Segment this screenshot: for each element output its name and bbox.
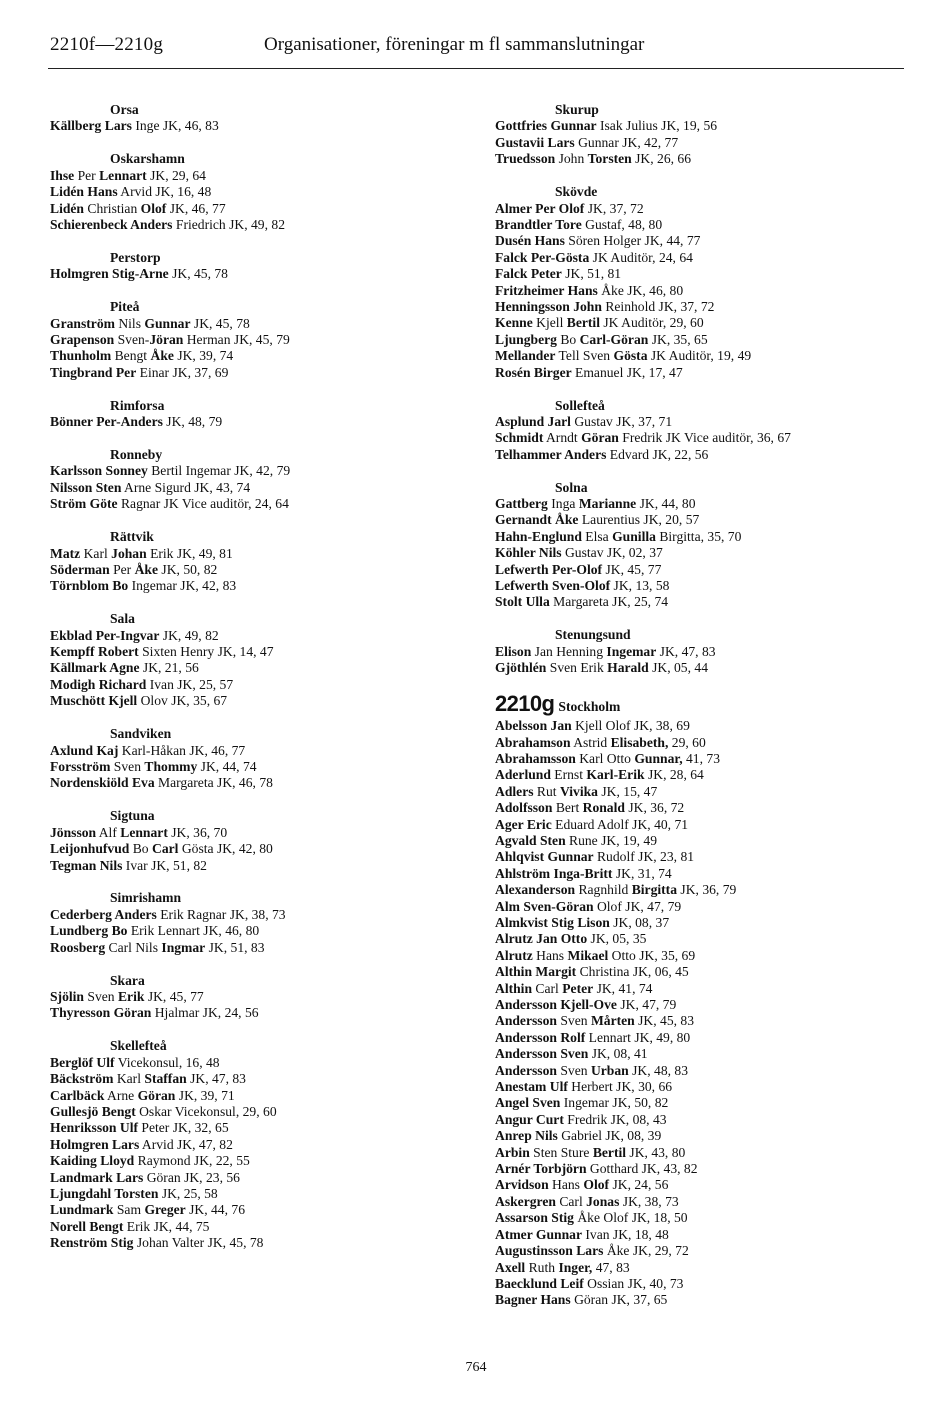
member-entry: Andersson Sven Urban JK, 48, 83 — [495, 1062, 689, 1078]
member-entry: Lefwerth Sven-Olof JK, 13, 58 — [495, 578, 670, 594]
member-entry: Agvald Sten Rune JK, 19, 49 — [495, 832, 658, 848]
member-entry: Muschött Kjell Olov JK, 35, 67 — [50, 693, 228, 709]
member-entry: Berglöf Ulf Vicekonsul, 16, 48 — [50, 1054, 220, 1070]
member-entry: Thyresson Göran Hjalmar JK, 24, 56 — [50, 1005, 259, 1021]
member-entry: Adolfsson Bert Ronald JK, 36, 72 — [495, 800, 685, 816]
member-entry: Nordenskiöld Eva Margareta JK, 46, 78 — [50, 775, 273, 791]
member-entry: Schierenbeck Anders Friedrich JK, 49, 82 — [50, 216, 285, 232]
member-entry: Fritzheimer Hans Åke JK, 46, 80 — [495, 282, 684, 298]
place-heading: Rättvik — [110, 529, 154, 545]
member-entry: Alexanderson Ragnhild Birgitta JK, 36, 79 — [495, 882, 737, 898]
member-entry: Norell Bengt Erik JK, 44, 75 — [50, 1218, 210, 1234]
section-city: Stockholm — [558, 699, 621, 715]
place-group — [50, 102, 460, 135]
member-entry: Sjölin Sven Erik JK, 45, 77 — [50, 988, 204, 1004]
place-group — [50, 1038, 460, 1251]
place-heading: Sala — [110, 611, 135, 627]
member-entry: Ljungdahl Torsten JK, 25, 58 — [50, 1185, 218, 1201]
place-heading: Sandviken — [110, 726, 172, 742]
member-entry: Schmidt Arndt Göran Fredrik JK Vice auditör, 36, 67 — [495, 430, 791, 446]
member-entry: Ager Eric Eduard Adolf JK, 40, 71 — [495, 816, 689, 832]
member-entry: Alrutz Hans Mikael Otto JK, 35, 69 — [495, 947, 696, 963]
member-entry: Karlsson Sonney Bertil Ingemar JK, 42, 79 — [50, 463, 291, 479]
place-group — [50, 447, 460, 513]
member-entry: Arvidson Hans Olof JK, 24, 56 — [495, 1177, 669, 1193]
member-entry: Abelsson Jan Kjell Olof JK, 38, 69 — [495, 718, 690, 734]
member-entry: Aderlund Ernst Karl-Erik JK, 28, 64 — [495, 767, 704, 783]
place-heading: Oskarshamn — [110, 151, 185, 167]
section-code: 2210g — [495, 691, 555, 717]
member-entry: Almkvist Stig Lison JK, 08, 37 — [495, 914, 670, 930]
member-entry: Jönsson Alf Lennart JK, 36, 70 — [50, 824, 228, 840]
place-group — [495, 627, 905, 676]
member-entry: Telhammer Anders Edvard JK, 22, 56 — [495, 446, 709, 462]
member-entry: Mellander Tell Sven Gösta JK Auditör, 19, 49 — [495, 348, 752, 364]
member-entry: Thunholm Bengt Åke JK, 39, 74 — [50, 348, 234, 364]
member-entry: Ihse Per Lennart JK, 29, 64 — [50, 167, 206, 183]
member-entry: Henriksson Ulf Peter JK, 32, 65 — [50, 1120, 229, 1136]
member-entry: Abrahamsson Karl Otto Gunnar, 41, 73 — [495, 750, 720, 766]
member-entry: Andersson Sven Mårten JK, 45, 83 — [495, 1013, 695, 1029]
member-entry: Askergren Carl Jonas JK, 38, 73 — [495, 1193, 679, 1209]
member-entry: Grapenson Sven-Jöran Herman JK, 45, 79 — [50, 331, 290, 347]
place-heading: Ronneby — [110, 447, 163, 462]
member-entry: Axell Ruth Inger, 47, 83 — [495, 1259, 630, 1275]
member-entry: Assarson Stig Åke Olof JK, 18, 50 — [495, 1210, 688, 1226]
member-entry: Nilsson Sten Arne Sigurd JK, 43, 74 — [50, 479, 251, 495]
place-group — [495, 102, 905, 168]
member-entry: Atmer Gunnar Ivan JK, 18, 48 — [495, 1226, 669, 1242]
place-group — [50, 250, 460, 283]
place-group — [495, 691, 905, 1309]
place-group — [50, 299, 460, 381]
place-group — [50, 611, 460, 709]
place-group — [50, 151, 460, 233]
member-entry: Ahlström Inga-Britt JK, 31, 74 — [495, 865, 672, 881]
member-entry: Gjöthlén Sven Erik Harald JK, 05, 44 — [495, 660, 708, 676]
place-heading: Skurup — [555, 102, 599, 117]
member-entry: Elison Jan Henning Ingemar JK, 47, 83 — [495, 643, 716, 659]
member-entry: Källmark Agne JK, 21, 56 — [50, 660, 199, 676]
member-entry: Gattberg Inga Marianne JK, 44, 80 — [495, 496, 696, 512]
member-entry: Modigh Richard Ivan JK, 25, 57 — [50, 676, 234, 692]
member-entry: Bäckström Karl Staffan JK, 47, 83 — [50, 1071, 246, 1087]
member-entry: Adlers Rut Vivika JK, 15, 47 — [495, 783, 658, 799]
place-heading: Skellefteå — [110, 1038, 167, 1054]
member-entry: Andersson Sven JK, 08, 41 — [495, 1046, 648, 1062]
member-entry: Lidén Hans Arvid JK, 16, 48 — [50, 184, 212, 200]
member-entry: Axlund Kaj Karl-Håkan JK, 46, 77 — [50, 742, 246, 758]
member-entry: Arnér Torbjörn Gotthard JK, 43, 82 — [495, 1161, 698, 1177]
member-entry: Holmgren Lars Arvid JK, 47, 82 — [50, 1136, 233, 1152]
member-entry: Hahn-Englund Elsa Gunilla Birgitta, 35, 70 — [495, 528, 742, 544]
page-header-code: 2210f—2210g — [50, 34, 164, 55]
member-entry: Angur Curt Fredrik JK, 08, 43 — [495, 1111, 667, 1127]
member-entry: Henningsson John Reinhold JK, 37, 72 — [495, 298, 715, 314]
member-entry: Stolt Ulla Margareta JK, 25, 74 — [495, 594, 669, 610]
member-entry: Forsström Sven Thommy JK, 44, 74 — [50, 759, 257, 774]
page-number: 764 — [465, 1360, 487, 1375]
member-entry: Dusén Hans Sören Holger JK, 44, 77 — [495, 233, 701, 249]
member-entry: Gustavii Lars Gunnar JK, 42, 77 — [495, 134, 679, 150]
member-entry: Lidén Christian Olof JK, 46, 77 — [50, 200, 226, 216]
member-entry: Falck Per-Gösta JK Auditör, 24, 64 — [495, 249, 693, 265]
place-group — [50, 973, 460, 1022]
member-entry: Renström Stig Johan Valter JK, 45, 78 — [50, 1235, 264, 1251]
member-entry: Lundmark Sam Greger JK, 44, 76 — [50, 1202, 245, 1218]
member-entry: Abrahamson Astrid Elisabeth, 29, 60 — [495, 734, 706, 750]
place-heading: Sigtuna — [110, 808, 155, 824]
member-entry: Källberg Lars Inge JK, 46, 83 — [50, 118, 219, 134]
member-entry: Kaiding Lloyd Raymond JK, 22, 55 — [50, 1153, 250, 1169]
place-group — [495, 398, 905, 464]
place-heading: Solna — [555, 479, 588, 495]
member-entry: Rosén Birger Emanuel JK, 17, 47 — [495, 364, 683, 380]
member-entry: Tegman Nils Ivar JK, 51, 82 — [50, 857, 207, 873]
member-entry: Carlbäck Arne Göran JK, 39, 71 — [50, 1087, 235, 1103]
place-group — [50, 890, 460, 956]
place-heading: Skövde — [555, 184, 598, 200]
member-entry: Köhler Nils Gustav JK, 02, 37 — [495, 545, 663, 561]
left-column — [50, 102, 460, 1252]
place-heading: Simrishamn — [110, 890, 182, 906]
member-entry: Alm Sven-Göran Olof JK, 47, 79 — [495, 898, 682, 914]
member-entry: Kempff Robert Sixten Henry JK, 14, 47 — [50, 644, 274, 660]
member-entry: Baecklund Leif Ossian JK, 40, 73 — [495, 1275, 684, 1291]
member-entry: Leijonhufvud Bo Carl Gösta JK, 42, 80 — [50, 841, 273, 857]
place-heading: Orsa — [110, 102, 139, 117]
page-header-title: Organisationer, föreningar m fl sammanslutningar — [264, 34, 645, 55]
member-entry: Augustinsson Lars Åke JK, 29, 72 — [495, 1243, 689, 1259]
member-entry: Lefwerth Per-Olof JK, 45, 77 — [495, 561, 662, 577]
member-entry: Andersson Kjell-Ove JK, 47, 79 — [495, 997, 677, 1012]
section-heading — [495, 691, 905, 717]
member-entry: Brandtler Tore Gustaf, 48, 80 — [495, 216, 663, 232]
place-group — [50, 398, 460, 431]
member-entry: Bagner Hans Göran JK, 37, 65 — [495, 1292, 668, 1308]
member-entry: Althin Margit Christina JK, 06, 45 — [495, 964, 689, 980]
member-entry: Anrep Nils Gabriel JK, 08, 39 — [495, 1128, 662, 1144]
place-heading: Sollefteå — [555, 397, 605, 413]
member-entry: Gullesjö Bengt Oskar Vicekonsul, 29, 60 — [50, 1103, 277, 1119]
member-entry: Ljungberg Bo Carl-Göran JK, 35, 65 — [495, 331, 708, 347]
member-entry: Arbin Sten Sture Bertil JK, 43, 80 — [495, 1144, 686, 1160]
member-entry: Ahlqvist Gunnar Rudolf JK, 23, 81 — [495, 849, 695, 865]
member-entry: Asplund Jarl Gustav JK, 37, 71 — [495, 413, 673, 429]
member-entry: Angel Sven Ingemar JK, 50, 82 — [495, 1095, 669, 1111]
member-entry: Gottfries Gunnar Isak Julius JK, 19, 56 — [495, 118, 718, 134]
member-entry: Landmark Lars Göran JK, 23, 56 — [50, 1169, 240, 1185]
place-heading: Perstorp — [110, 249, 161, 265]
member-entry: Gernandt Åke Laurentius JK, 20, 57 — [495, 512, 700, 528]
member-entry: Truedsson John Torsten JK, 26, 66 — [495, 151, 692, 167]
member-entry: Ström Göte Ragnar JK Vice auditör, 24, 64 — [50, 496, 289, 512]
member-entry: Cederberg Anders Erik Ragnar JK, 38, 73 — [50, 906, 286, 922]
member-entry: Anestam Ulf Herbert JK, 30, 66 — [495, 1079, 673, 1095]
member-entry: Falck Peter JK, 51, 81 — [495, 266, 622, 282]
place-heading: Skara — [110, 972, 145, 988]
place-group — [50, 529, 460, 595]
member-entry: Alrutz Jan Otto JK, 05, 35 — [495, 931, 647, 947]
place-group — [50, 808, 460, 874]
member-entry: Lundberg Bo Erik Lennart JK, 46, 80 — [50, 923, 260, 939]
place-heading: Stenungsund — [555, 627, 631, 643]
place-heading: Rimforsa — [110, 397, 165, 413]
member-entry: Andersson Rolf Lennart JK, 49, 80 — [495, 1029, 691, 1045]
right-column — [495, 102, 905, 1309]
place-heading: Piteå — [110, 299, 140, 315]
member-entry: Törnblom Bo Ingemar JK, 42, 83 — [50, 578, 237, 594]
member-entry: Kenne Kjell Bertil JK Auditör, 29, 60 — [495, 315, 704, 331]
member-entry: Holmgren Stig-Arne JK, 45, 78 — [50, 266, 228, 282]
place-group — [495, 480, 905, 611]
header-rule — [48, 68, 904, 69]
member-entry: Söderman Per Åke JK, 50, 82 — [50, 561, 218, 577]
member-entry: Matz Karl Johan Erik JK, 49, 81 — [50, 545, 233, 561]
place-group — [50, 726, 460, 792]
place-group — [495, 184, 905, 381]
member-entry: Roosberg Carl Nils Ingmar JK, 51, 83 — [50, 939, 265, 955]
member-entry: Granström Nils Gunnar JK, 45, 78 — [50, 315, 250, 331]
member-entry: Tingbrand Per Einar JK, 37, 69 — [50, 364, 229, 380]
member-entry: Ekblad Per-Ingvar JK, 49, 82 — [50, 627, 219, 643]
member-entry: Almer Per Olof JK, 37, 72 — [495, 200, 644, 216]
member-entry: Althin Carl Peter JK, 41, 74 — [495, 980, 653, 996]
member-entry: Bönner Per-Anders JK, 48, 79 — [50, 414, 223, 430]
